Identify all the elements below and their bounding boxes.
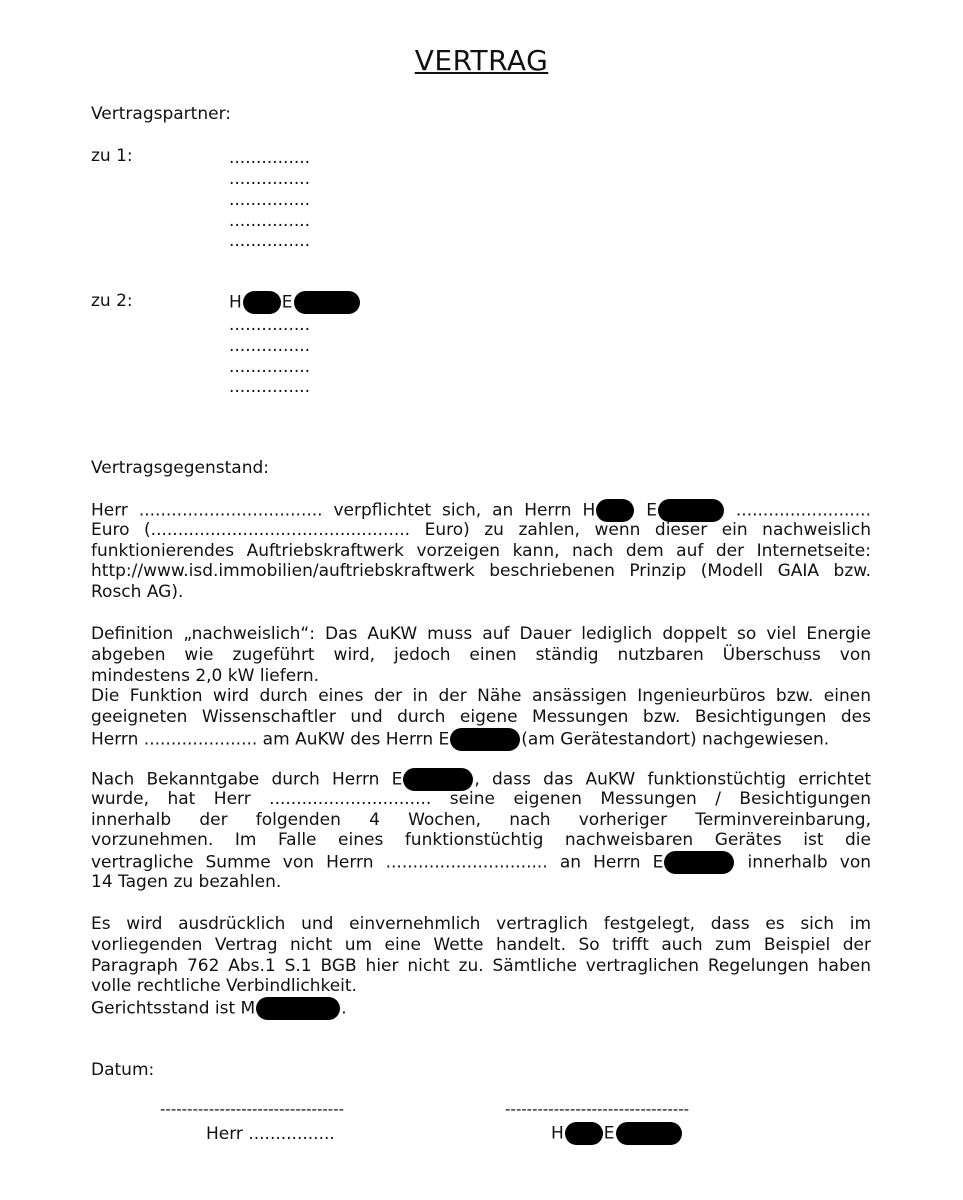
- redaction-mark: [243, 291, 281, 314]
- party2-label: zu 2:: [91, 291, 133, 311]
- redaction-mark: [658, 499, 724, 522]
- text-fragment: (am Gerätestandort) nachgewiesen.: [521, 729, 830, 750]
- paragraph-definition: [91, 624, 871, 749]
- party2-line: ...............: [229, 336, 311, 356]
- datum-label: Datum:: [91, 1060, 155, 1080]
- party1-line: ...............: [229, 148, 311, 168]
- signature-initial-first: H: [551, 1123, 564, 1144]
- text-fragment: innerhalb von: [747, 852, 872, 873]
- paragraph-line: Rosch AG).: [91, 582, 184, 603]
- signature-line-right: ----------------------------------: [505, 1100, 690, 1118]
- party2-line: ...............: [229, 357, 311, 377]
- paragraph-line: [91, 997, 871, 1018]
- redaction-mark: [565, 1122, 603, 1145]
- paragraph-line: mindestens 2,0 kW liefern.: [91, 665, 320, 686]
- paragraph-line: http://www.isd.immobilien/auftriebskraftwerk beschriebenen Prinzip (Modell GAIA bzw.: [91, 561, 871, 582]
- party2-line: ...............: [229, 315, 311, 335]
- signature-left-name: Herr ................: [206, 1124, 335, 1144]
- paragraph-line: [91, 768, 871, 789]
- redaction-mark: [664, 851, 734, 874]
- paragraph-line: wurde, hat Herr .............................. seine eigenen Messungen / Besichtigungen: [91, 788, 871, 809]
- paragraph-line: Definition „nachweislich“: Das AuKW muss auf Dauer lediglich doppelt so viel Energie: [91, 624, 871, 644]
- document-title: VERTRAG: [414, 44, 549, 77]
- paragraph-line: abgeben wie zugeführt wird, jedoch einen ständig nutzbaren Überschuss von: [91, 644, 871, 665]
- text-fragment: Gerichtsstand ist M: [91, 998, 256, 1019]
- party1-label: zu 1:: [91, 146, 133, 166]
- paragraph-line: [91, 851, 871, 872]
- text-fragment: E: [646, 500, 657, 521]
- signature-initial-last: E: [603, 1123, 615, 1144]
- text-fragment: Herr .................................. verpflichtet sich, an Herrn H: [91, 500, 596, 521]
- redaction-mark: [616, 1122, 682, 1145]
- redaction-mark: [596, 499, 634, 522]
- party2-initial-first: H: [229, 292, 242, 313]
- paragraph-procedure: [91, 768, 871, 893]
- paragraph-obligation: [91, 499, 871, 603]
- paragraph-line: volle rechtliche Verbindlichkeit.: [91, 976, 357, 997]
- paragraph-line: geeigneten Wissenschaftler und durch eigene Messungen bzw. Besichtigungen des: [91, 707, 871, 728]
- paragraph-line: Paragraph 762 Abs.1 S.1 BGB hier nicht zu. Sämtliche vertraglichen Regelungen haben: [91, 955, 871, 976]
- paragraph-line: Die Funktion wird durch eines der in der Nähe ansässigen Ingenieurbüros bzw. einen: [91, 686, 871, 707]
- party2-initial-last: E: [281, 292, 293, 313]
- party2-name: [229, 291, 361, 314]
- vertragsgegenstand-label: Vertragsgegenstand:: [91, 458, 269, 478]
- party1-line: ...............: [229, 190, 311, 210]
- party2-line: ...............: [229, 377, 311, 397]
- signature-line-left: ----------------------------------: [160, 1100, 345, 1118]
- vertragspartner-label: Vertragspartner:: [91, 104, 231, 124]
- text-fragment: .........................: [735, 500, 871, 521]
- paragraph-line: funktionierendes Auftriebskraftwerk vorzeigen kann, nach dem auf der Internetseite:: [91, 540, 871, 561]
- paragraph-line: [91, 728, 871, 749]
- signature-right-name: [551, 1122, 683, 1145]
- redaction-mark: [403, 768, 473, 791]
- paragraph-line: Es wird ausdrücklich und einvernehmlich vertraglich festgelegt, dass es sich im: [91, 914, 871, 934]
- paragraph-line: vorzunehmen. Im Falle eines funktionstüchtig nachweisbaren Gerätes ist die: [91, 830, 871, 851]
- party1-line: ...............: [229, 169, 311, 189]
- paragraph-legal-clause: [91, 914, 871, 1018]
- redaction-mark: [450, 728, 520, 751]
- text-fragment: Nach Bekanntgabe durch Herrn E: [91, 769, 403, 790]
- party1-line: ...............: [229, 231, 311, 251]
- text-fragment: , dass das AuKW funktionstüchtig errichtet: [474, 769, 871, 790]
- party1-line: ...............: [229, 211, 311, 231]
- paragraph-line: 14 Tagen zu bezahlen.: [91, 871, 282, 892]
- redaction-mark: [294, 291, 360, 314]
- redaction-mark: [256, 997, 340, 1020]
- text-fragment: Herrn ..................... am AuKW des Herrn E: [91, 729, 450, 750]
- paragraph-line: Euro (................................................ Euro) zu zahlen, wenn dieser ein nachweislich: [91, 519, 871, 540]
- paragraph-line: innerhalb der folgenden 4 Wochen, nach vorheriger Terminvereinbarung,: [91, 809, 871, 830]
- text-fragment: vertragliche Summe von Herrn .............................. an Herrn E: [91, 852, 664, 873]
- paragraph-line: vorliegenden Vertrag nicht um eine Wette handelt. So trifft auch zum Beispiel der: [91, 934, 871, 955]
- text-fragment: .: [341, 998, 347, 1019]
- paragraph-line: [91, 499, 871, 520]
